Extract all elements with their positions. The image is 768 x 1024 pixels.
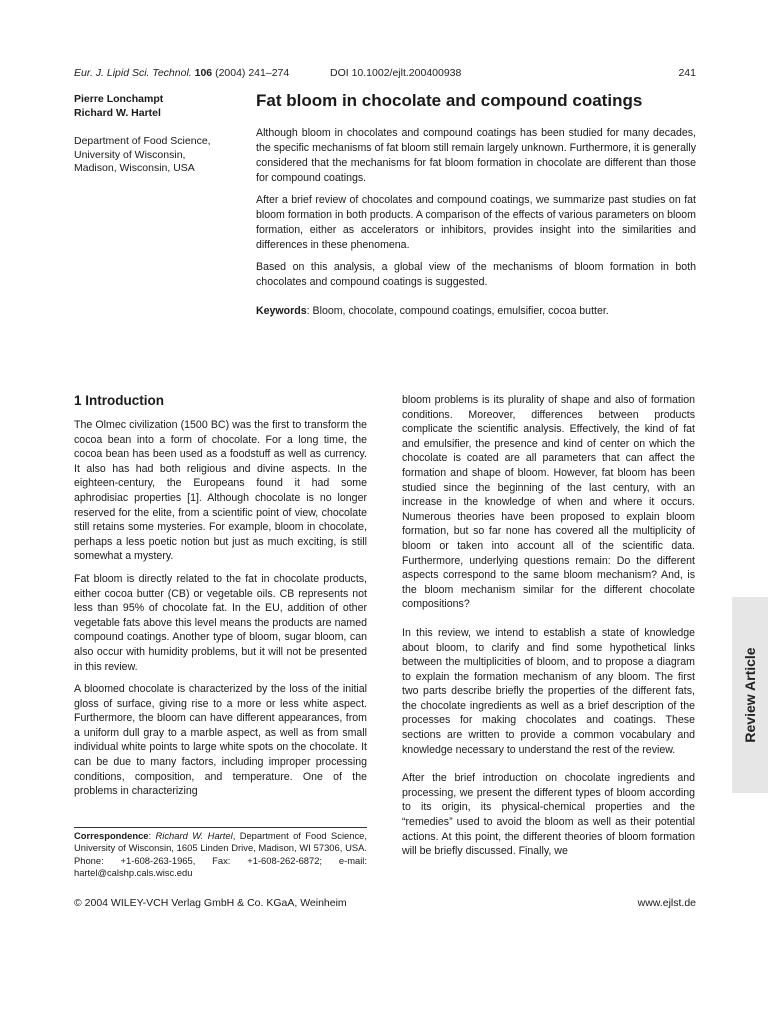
abstract-paragraph: Although bloom in chocolates and compound coatings has been studied for many decades, the specific mechanisms of fat bloom still remain largely unknown. Furthermore, it is generally considered that the mechanisms for fat bloom formation in chocolate are different than those for compound coatings. [256, 127, 696, 184]
affiliation-line: University of Wisconsin, [74, 148, 186, 161]
author-list [74, 93, 244, 120]
body-paragraph: In this review, we intend to establish a state of knowledge about bloom, to clarify and find some hypothetical links between the multiplicities of bloom, and to propose a diagram to explain the formation mechanism of any bloom. The first two parts describe briefly the properties of the different fats, the chocolate ingredients as well as a brief description of the processes for making chocolates and coatings. These sections are written to provide a common vocabulary and knowledge necessary to understand the rest of the review. [402, 626, 695, 756]
body-paragraph: The Olmec civilization (1500 BC) was the first to transform the cocoa bean into a form of chocolate. For a long time, the cocoa bean has been used as a foodstuff as well as currency. It also has had both religious and divine aspects. In the eighteen-century, the Europeans found it had some aphrodisiac properties [1]. Although chocolate is no longer reserved for the elite, from a scientific point of view, chocolate still retains some mysteries. For example, bloom in chocolate, perhaps a less poetic notion but just as much exciting, is still somewhat a mystery. [74, 419, 367, 563]
abstract-paragraph: Based on this analysis, a global view of the mechanisms of bloom formation in both chocolates and compound coatings is suggested. [256, 261, 696, 288]
correspondence-label: Correspondence [74, 830, 149, 841]
abstract-paragraph: After a brief review of chocolates and compound coatings, we summarize past studies on fat bloom formation in both products. A comparison of the effects of various parameters on bloom formation, either as accelerators or inhibitors, provides insight into the similarities and differences in these phenomena. [256, 194, 696, 251]
body-paragraph: Fat bloom is directly related to the fat in chocolate products, either cocoa butter (CB) or vegetable oils. CB represents not less than 95% of chocolate fat. In the EU, addition of other vegetable fats above this level means the products are named compound coatings. Another type of bloom, sugar bloom, can also occur with humidity problems, but it will not be presented in this review. [74, 572, 367, 673]
author-name: Richard W. Hartel [74, 106, 161, 119]
running-header [74, 66, 696, 80]
author-name: Pierre Lonchampt [74, 93, 164, 105]
page-number: 241 [678, 67, 696, 79]
journal-year-pages: (2004) 241–274 [215, 67, 290, 79]
journal-citation [74, 66, 289, 80]
section-heading: 1 Introduction [74, 393, 164, 408]
article-title: Fat bloom in chocolate and compound coatings [256, 91, 643, 110]
body-paragraph: A bloomed chocolate is characterized by the loss of the initial gloss of surface, giving rise to a more or less white aspect. Furthermore, the bloom can have different appearances, from a uniform dull gray to a marble aspect, as well as from small individual white points to large white spots on the chocolate. It can be due to many factors, including improper processing conditions, composition, and temperature. One of the problems in characterizing [74, 683, 367, 798]
affiliation-line: Madison, Wisconsin, USA [74, 162, 195, 174]
affiliation [74, 135, 244, 176]
section-tab-label: Review Article [742, 647, 758, 743]
journal-volume: 106 [194, 67, 213, 79]
left-column [74, 393, 367, 807]
body-paragraph: bloom problems is its plurality of shape and also of formation conditions. Moreover, differences between products complicate the scientific analysis. Effectively, the kind of fat and emulsifier, the presence and kind of center on which the chocolate is coated are all parameters that can affect the formation and shape of bloom. However, fat bloom has been studied since the beginning of the last century, with an increase in the knowledge of when and where it occurs. Numerous theories have been proposed to explain bloom formation, but so far none has covered all the multiplicity of bloom or taken into account all of the scientific data. Furthermore, underlying questions remain: Do the different aspects correspond to the same bloom mechanism? And, is the bloom mechanism similar for the different chocolate compositions? [402, 394, 695, 611]
correspondence-footnote: Correspondence: Richard W. Hartel, Department of Food Science, University of Wisconsin, 1605 Linden Drive, Madison, WI 57306, USA. Phone: +1-608-263-1965, Fax: +1-608-262-6872; e-mail: hartel@calshp.cals.wisc.edu [74, 827, 367, 879]
copyright: © 2004 WILEY-VCH Verlag GmbH & Co. KGaA, Weinheim [74, 897, 347, 909]
right-column [402, 393, 695, 867]
correspondence-details: , Department of Food Science, University of Wisconsin, 1605 Linden Drive, Madison, WI 57306, USA. Phone: +1-608-263-1965, Fax: +1-608-262-6872; e-mail: hartel@calshp.cals.wisc.edu [74, 830, 367, 878]
body-paragraph: After the brief introduction on chocolate ingredients and processing, we present the different types of bloom according to its origin, its physical-chemical properties and the “remedies” used to avoid the bloom as well as their potential actions. At this point, the different theories of bloom formation will be briefly discussed. Finally, we [402, 772, 695, 858]
affiliation-line: Department of Food Science, [74, 135, 211, 147]
keywords-text: : Bloom, chocolate, compound coatings, emulsifier, cocoa butter. [306, 305, 609, 317]
keywords-label: Keywords [256, 305, 307, 317]
correspondence-name: Richard W. Hartel [155, 830, 233, 841]
journal-website: www.ejlst.de [637, 897, 696, 909]
keywords [256, 304, 696, 319]
journal-name: Eur. J. Lipid Sci. Technol. [74, 67, 192, 79]
doi: DOI 10.1002/ejlt.200400938 [330, 67, 462, 79]
section-tab [732, 597, 768, 793]
abstract [256, 126, 696, 326]
